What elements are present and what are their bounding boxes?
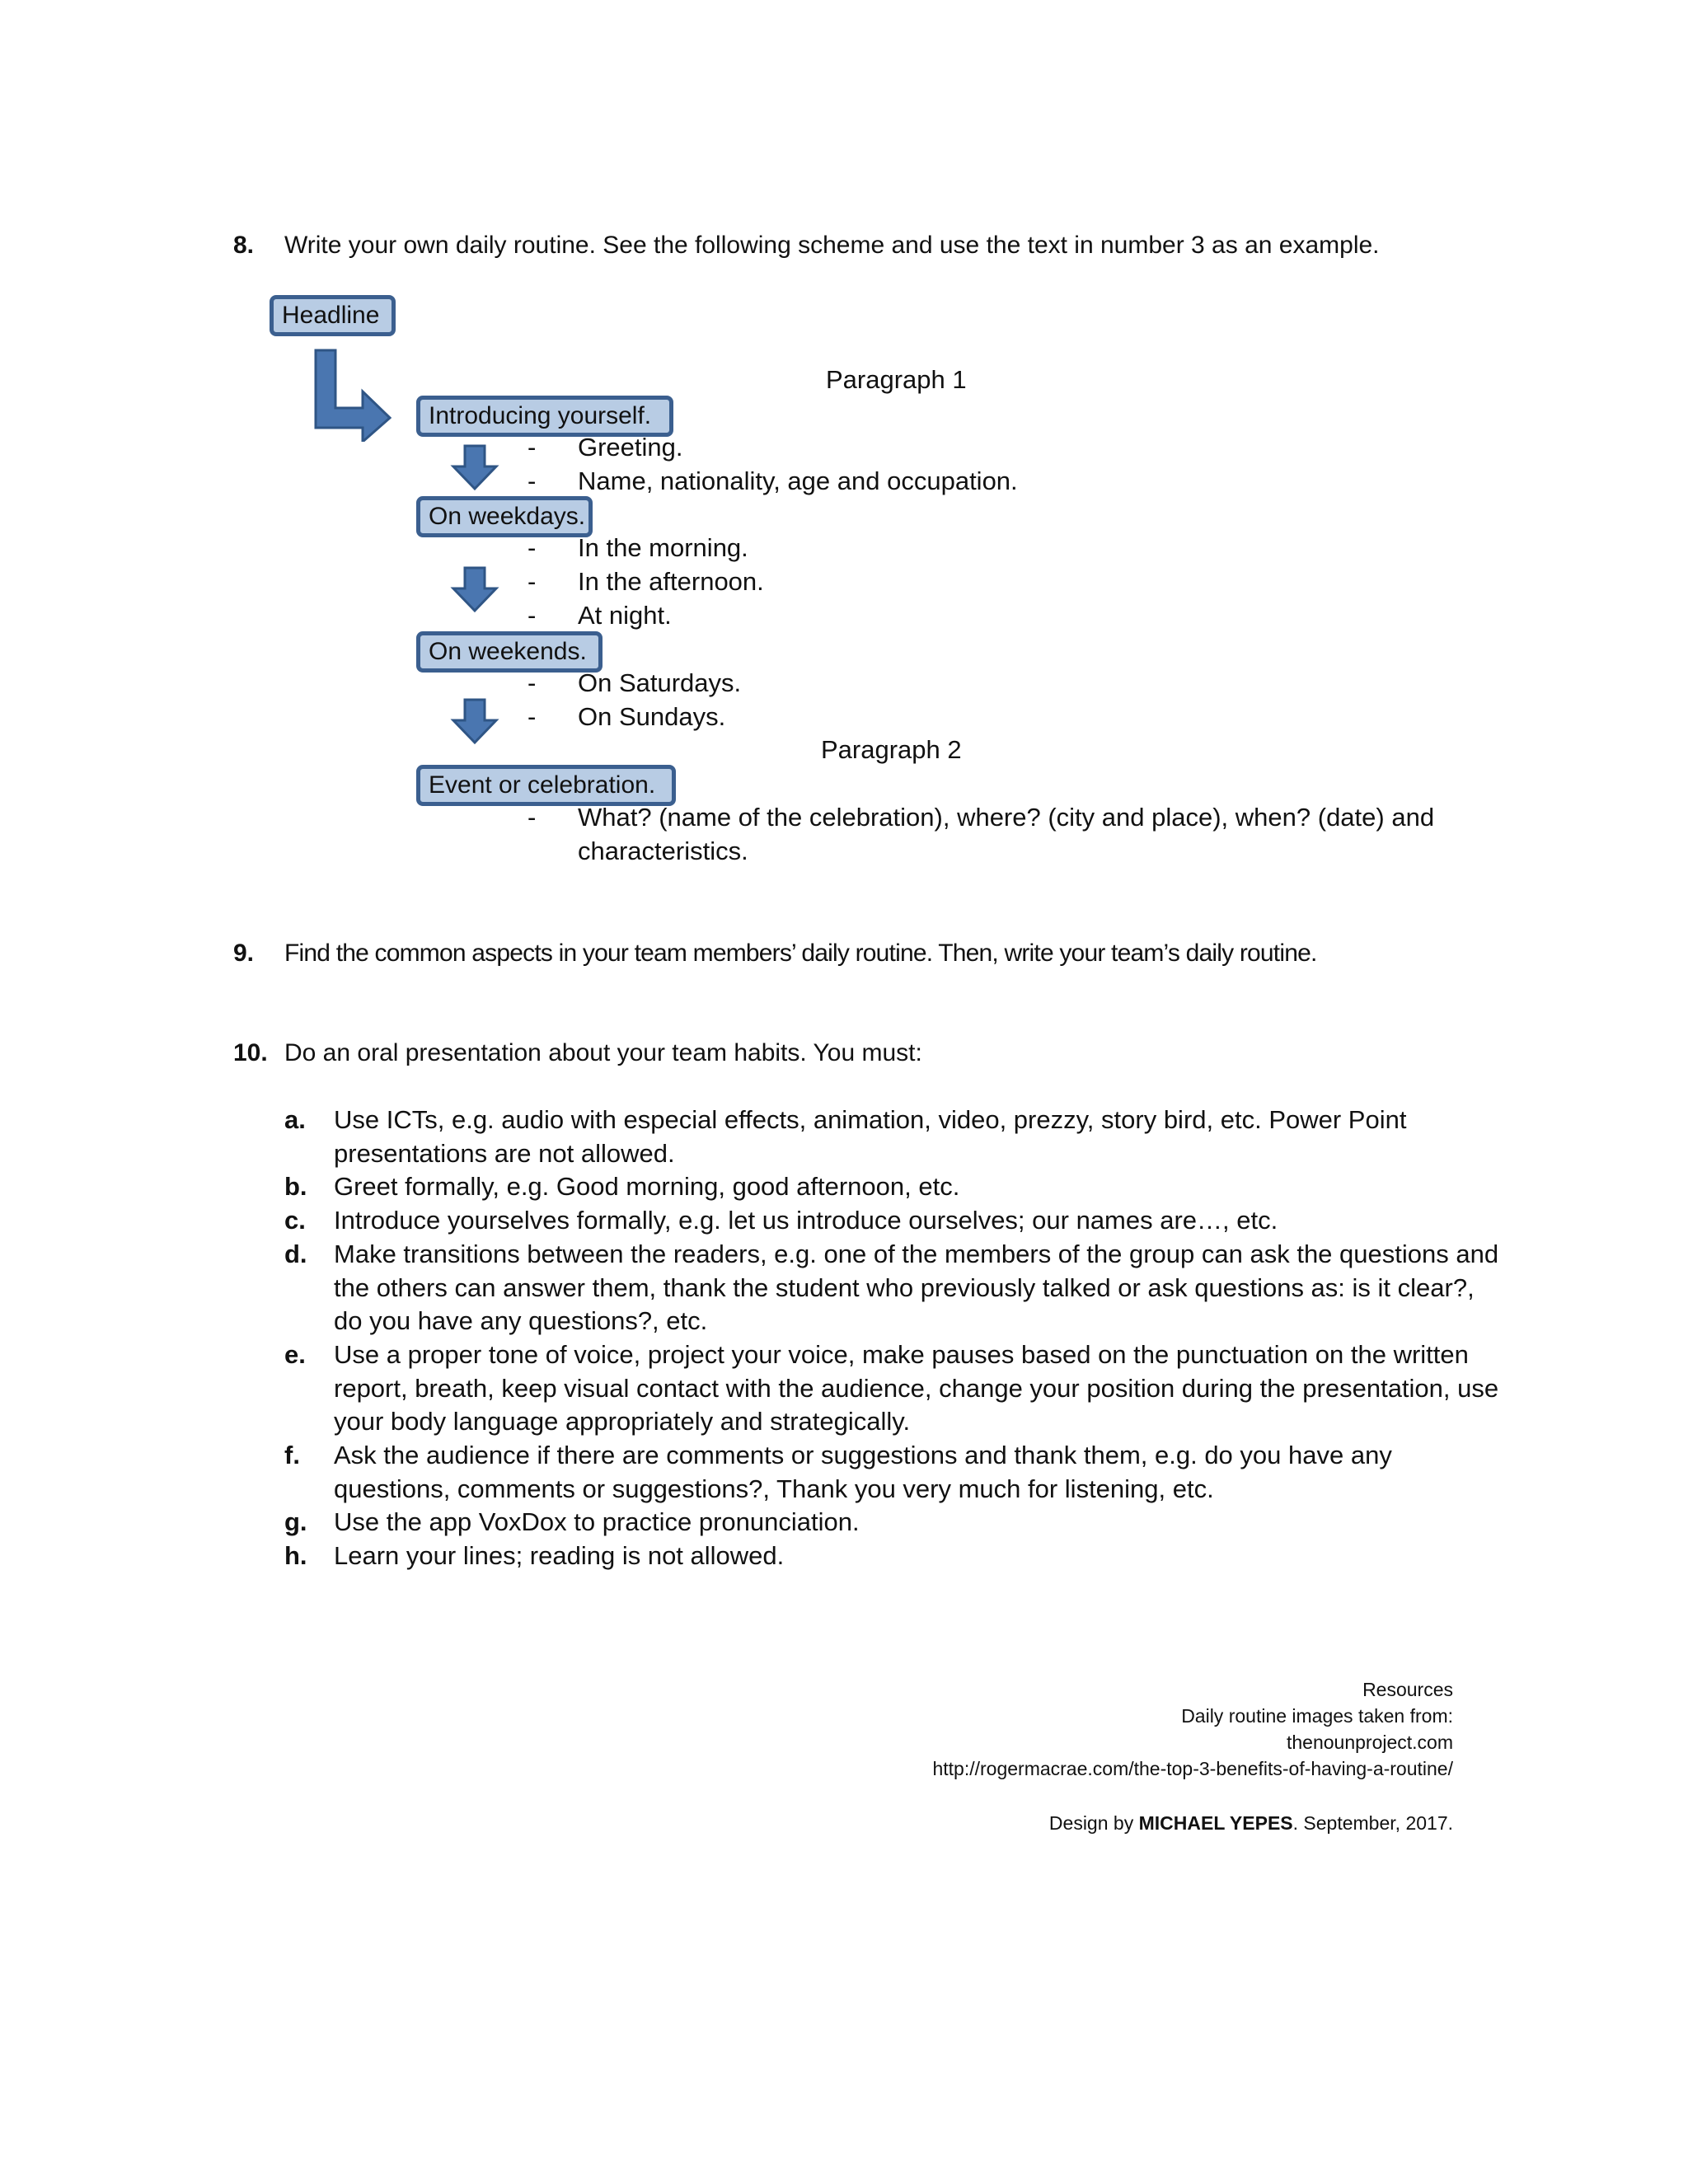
list-item-label: b. (284, 1172, 307, 1201)
weekday-item: At night. (578, 601, 672, 630)
list-item-label: a. (284, 1105, 306, 1134)
event-box: Event or celebration. (416, 765, 676, 806)
headline-box: Headline (270, 295, 396, 336)
footer-images-from: Daily routine images taken from: (1181, 1705, 1453, 1727)
event-item: characteristics. (578, 837, 748, 865)
list-item-text: Introduce yourselves formally, e.g. let us introduce ourselves; our names are…, etc. (334, 1206, 1278, 1235)
list-item-label: f. (284, 1441, 300, 1469)
list-item-label: d. (284, 1240, 307, 1268)
intro-item: Greeting. (578, 433, 683, 462)
designer-name: MICHAEL YEPES (1138, 1812, 1293, 1834)
down-arrow-icon (450, 697, 499, 745)
question-8-number: 8. (233, 232, 255, 259)
down-arrow-icon (450, 443, 499, 491)
question-9-number: 9. (233, 940, 255, 967)
list-item-text: Make transitions between the readers, e.g. one of the members of the group can ask the questions and the others can answer them, thank the student who previously talked or ask questions as: is it clear?, do you have any questions?, etc. (334, 1240, 1499, 1335)
footer-site-link[interactable]: http://rogermacrae.com/the-top-3-benefits-of-having-a-routine/ (932, 1758, 1453, 1779)
design-suffix: . September, 2017. (1292, 1812, 1453, 1834)
question-10-text: Do an oral presentation about your team habits. You must: (284, 1039, 922, 1066)
weekday-item: In the afternoon. (578, 567, 764, 596)
list-item-label: e. (284, 1340, 306, 1369)
event-item: What? (name of the celebration), where? (city and place), when? (date) and (578, 803, 1435, 832)
down-arrow-icon (450, 565, 499, 613)
question-8-text: Write your own daily routine. See the following scheme and use the text in number 3 as an example. (284, 232, 1380, 259)
weekend-item: On Saturdays. (578, 668, 742, 697)
list-item-text: Use ICTs, e.g. audio with especial effects, animation, video, prezzy, story bird, etc. Power Point presentations are not allowed. (334, 1105, 1407, 1168)
weekdays-box: On weekdays. (416, 496, 593, 537)
weekday-item: In the morning. (578, 533, 748, 562)
bullet-dash: - (528, 533, 537, 562)
weekend-item: On Sundays. (578, 702, 726, 731)
bullet-dash: - (528, 803, 537, 832)
design-prefix: Design by (1048, 1812, 1139, 1834)
bullet-dash: - (528, 668, 537, 697)
list-item-text: Greet formally, e.g. Good morning, good afternoon, etc. (334, 1172, 960, 1201)
bullet-dash: - (528, 702, 537, 731)
bullet-dash: - (528, 433, 537, 462)
paragraph-1-label: Paragraph 1 (826, 365, 967, 394)
footer-site-link[interactable]: thenounproject.com (1286, 1732, 1453, 1753)
list-item-text: Ask the audience if there are comments or suggestions and thank them, e.g. do you have any questions, comments or suggestions?, Thank you very much for listening, etc. (334, 1441, 1392, 1503)
list-item-label: c. (284, 1206, 306, 1235)
list-item-label: h. (284, 1541, 307, 1570)
list-item-text: Use the app VoxDox to practice pronunciation. (334, 1507, 860, 1536)
paragraph-2-label: Paragraph 2 (821, 735, 962, 764)
question-10-number: 10. (233, 1039, 268, 1066)
bent-arrow-icon (312, 346, 396, 442)
footer-resources: Resources (1362, 1679, 1453, 1700)
question-9-text: Find the common aspects in your team members’ daily routine. Then, write your team’s daily routine. (284, 940, 1317, 967)
list-item-label: g. (284, 1507, 307, 1536)
bullet-dash: - (528, 601, 537, 630)
list-item-text: Learn your lines; reading is not allowed. (334, 1541, 785, 1570)
bullet-dash: - (528, 567, 537, 596)
bullet-dash: - (528, 466, 537, 495)
intro-item: Name, nationality, age and occupation. (578, 466, 1018, 495)
weekends-box: On weekends. (416, 631, 603, 673)
list-item-text: Use a proper tone of voice, project your voice, make pauses based on the punctuation on the written report, breath, keep visual contact with the audience, change your position during the presentation, use your body language appropriately and strategically. (334, 1340, 1499, 1436)
intro-box: Introducing yourself. (416, 396, 673, 437)
footer-design-credit (1049, 1810, 1453, 1836)
